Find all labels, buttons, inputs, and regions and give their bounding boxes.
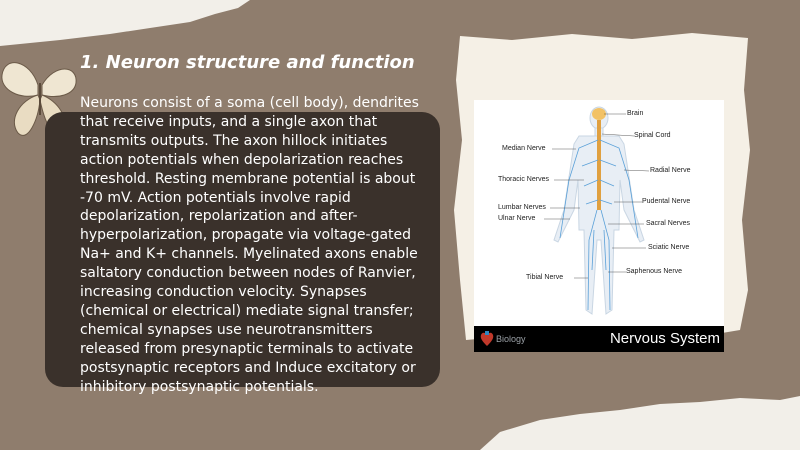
label-ulnar-nerve: Ulnar Nerve (498, 215, 536, 222)
label-thoracic-nerves: Thoracic Nerves (498, 176, 549, 183)
nervous-system-figure (474, 100, 724, 352)
slide-body: Neurons consist of a soma (cell body), dendrites that receive inputs, and a single axon that transmits outputs. The axon hillock initiates action potentials when depolarization reaches threshold. Resting membrane potential is about -70 mV. Action potentials involve rapid depolarization, repolarization and after-hyperpolarization, propagate via voltage-gated Na+ and K+ channels. Myelinated axons enable saltatory conduction between nodes of Ranvier, increasing conduction velocity. Synapses (chemical or electrical) mediate signal transfer; chemical synapses use neurotransmitters released from presynaptic terminals to activate postsynaptic receptors and Induce excitatory or inhibitory postsynaptic potentials. (80, 95, 419, 395)
caption-bar (474, 326, 724, 352)
label-pudental-nerve: Pudental Nerve (642, 198, 691, 205)
label-median-nerve: Median Nerve (502, 145, 546, 152)
label-spinal-cord: Spinal Cord (634, 132, 671, 139)
nervous-system-diagram (474, 100, 724, 326)
label-saphenous-nerve: Saphenous Nerve (626, 268, 683, 275)
slide-title: 1. Neuron structure and function (80, 52, 415, 73)
label-sacral-nerves: Sacral Nerves (646, 220, 690, 227)
label-brain: Brain (627, 110, 644, 117)
label-lumbar-nerves: Lumbar Nerves (498, 204, 546, 211)
heart-icon (480, 331, 494, 347)
figure-caption: Nervous System (609, 330, 720, 347)
label-radial-nerve: Radial Nerve (650, 167, 691, 174)
brand-label: Biology (496, 334, 526, 344)
label-sciatic-nerve: Sciatic Nerve (648, 244, 690, 251)
label-tibial-nerve: Tibial Nerve (526, 274, 564, 281)
